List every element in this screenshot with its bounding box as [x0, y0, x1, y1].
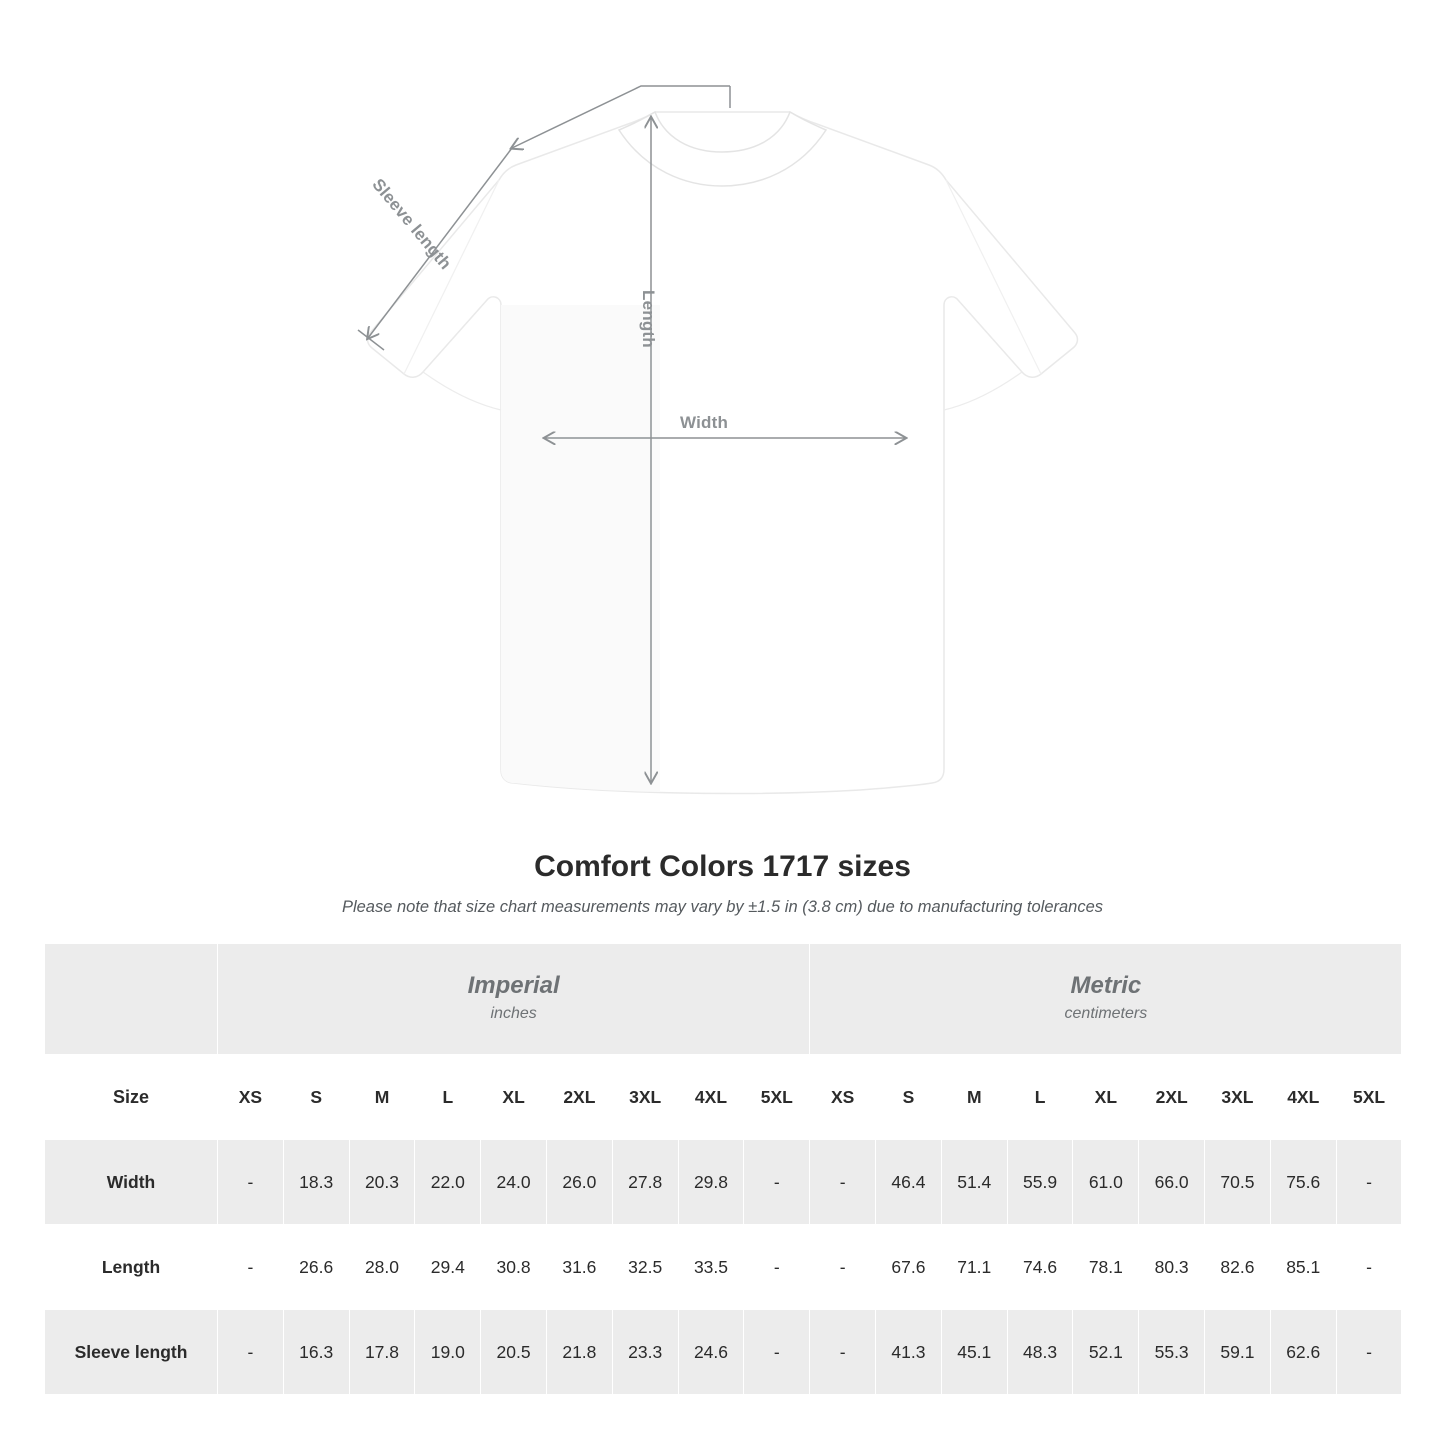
- cell-length-imperial-m: 28.0: [349, 1225, 415, 1310]
- cell-length-metric-m: 71.1: [941, 1225, 1007, 1310]
- cell-length-metric-xs: -: [810, 1225, 876, 1310]
- col-head-imperial-xl: XL: [481, 1055, 547, 1140]
- cell-length-metric-s: 67.6: [876, 1225, 942, 1310]
- cell-sleeve-imperial-4xl: 24.6: [678, 1310, 744, 1395]
- cell-width-metric-5xl: -: [1336, 1140, 1402, 1225]
- size-chart-table-wrap: [44, 943, 1401, 1395]
- cell-sleeve-imperial-xs: -: [218, 1310, 284, 1395]
- col-head-metric-3xl: 3XL: [1205, 1055, 1271, 1140]
- col-head-imperial-2xl: 2XL: [546, 1055, 612, 1140]
- table-row: [45, 1225, 1402, 1310]
- cell-width-imperial-4xl: 29.8: [678, 1140, 744, 1225]
- size-header-row: [45, 1055, 1402, 1140]
- cell-sleeve-imperial-l: 19.0: [415, 1310, 481, 1395]
- cell-sleeve-metric-s: 41.3: [876, 1310, 942, 1395]
- cell-length-imperial-5xl: -: [744, 1225, 810, 1310]
- cell-width-imperial-3xl: 27.8: [612, 1140, 678, 1225]
- cell-sleeve-metric-m: 45.1: [941, 1310, 1007, 1395]
- cell-length-imperial-4xl: 33.5: [678, 1225, 744, 1310]
- col-head-metric-xs: XS: [810, 1055, 876, 1140]
- row-label-width: Width: [45, 1140, 218, 1225]
- table-row: [45, 1310, 1402, 1395]
- metric-header: [810, 944, 1402, 1055]
- col-head-imperial-5xl: 5XL: [744, 1055, 810, 1140]
- width-label: Width: [680, 413, 729, 432]
- title-block: [0, 850, 1445, 917]
- metric-system-label: Metric: [1070, 972, 1142, 1000]
- cell-sleeve-imperial-5xl: -: [744, 1310, 810, 1395]
- col-head-metric-m: M: [941, 1055, 1007, 1140]
- cell-width-imperial-xl: 24.0: [481, 1140, 547, 1225]
- col-head-imperial-4xl: 4XL: [678, 1055, 744, 1140]
- page-title: Comfort Colors 1717 sizes: [534, 850, 911, 883]
- col-head-imperial-xs: XS: [218, 1055, 284, 1140]
- cell-sleeve-imperial-3xl: 23.3: [612, 1310, 678, 1395]
- col-head-metric-5xl: 5XL: [1336, 1055, 1402, 1140]
- col-head-imperial-l: L: [415, 1055, 481, 1140]
- cell-width-metric-2xl: 66.0: [1139, 1140, 1205, 1225]
- cell-sleeve-imperial-xl: 20.5: [481, 1310, 547, 1395]
- col-head-imperial-s: S: [283, 1055, 349, 1140]
- cell-sleeve-metric-xs: -: [810, 1310, 876, 1395]
- cell-length-metric-xl: 78.1: [1073, 1225, 1139, 1310]
- cell-length-metric-2xl: 80.3: [1139, 1225, 1205, 1310]
- cell-sleeve-metric-5xl: -: [1336, 1310, 1402, 1395]
- row-label-sleeve-length: Sleeve length: [45, 1310, 218, 1395]
- metric-unit-label: centimeters: [1064, 1005, 1148, 1023]
- table-row: [45, 1140, 1402, 1225]
- col-head-metric-s: S: [876, 1055, 942, 1140]
- cell-length-imperial-xl: 30.8: [481, 1225, 547, 1310]
- col-head-imperial-3xl: 3XL: [612, 1055, 678, 1140]
- cell-width-metric-l: 55.9: [1007, 1140, 1073, 1225]
- cell-width-imperial-l: 22.0: [415, 1140, 481, 1225]
- col-head-imperial-m: M: [349, 1055, 415, 1140]
- col-head-metric-4xl: 4XL: [1270, 1055, 1336, 1140]
- cell-width-metric-xl: 61.0: [1073, 1140, 1139, 1225]
- cell-length-metric-5xl: -: [1336, 1225, 1402, 1310]
- length-label: Length: [639, 290, 658, 348]
- cell-length-imperial-s: 26.6: [283, 1225, 349, 1310]
- cell-sleeve-imperial-2xl: 21.8: [546, 1310, 612, 1395]
- cell-length-imperial-2xl: 31.6: [546, 1225, 612, 1310]
- cell-length-metric-l: 74.6: [1007, 1225, 1073, 1310]
- cell-width-metric-4xl: 75.6: [1270, 1140, 1336, 1225]
- unit-header-spacer: [45, 944, 218, 1055]
- cell-length-metric-3xl: 82.6: [1205, 1225, 1271, 1310]
- cell-sleeve-metric-4xl: 62.6: [1270, 1310, 1336, 1395]
- col-head-metric-l: L: [1007, 1055, 1073, 1140]
- cell-length-metric-4xl: 85.1: [1270, 1225, 1336, 1310]
- imperial-unit-label: inches: [490, 1005, 537, 1023]
- cell-width-imperial-s: 18.3: [283, 1140, 349, 1225]
- cell-width-imperial-xs: -: [218, 1140, 284, 1225]
- cell-width-metric-m: 51.4: [941, 1140, 1007, 1225]
- cell-sleeve-imperial-m: 17.8: [349, 1310, 415, 1395]
- cell-sleeve-imperial-s: 16.3: [283, 1310, 349, 1395]
- cell-width-imperial-5xl: -: [744, 1140, 810, 1225]
- row-label-length: Length: [45, 1225, 218, 1310]
- cell-width-metric-xs: -: [810, 1140, 876, 1225]
- unit-header-row: [45, 944, 1402, 1055]
- cell-sleeve-metric-xl: 52.1: [1073, 1310, 1139, 1395]
- size-chart-table: [44, 943, 1402, 1395]
- cell-width-imperial-m: 20.3: [349, 1140, 415, 1225]
- cell-width-metric-s: 46.4: [876, 1140, 942, 1225]
- cell-width-imperial-2xl: 26.0: [546, 1140, 612, 1225]
- cell-width-metric-3xl: 70.5: [1205, 1140, 1271, 1225]
- cell-sleeve-metric-l: 48.3: [1007, 1310, 1073, 1395]
- imperial-header: [218, 944, 810, 1055]
- size-column-header: Size: [45, 1055, 218, 1140]
- tshirt-shape: [368, 112, 1078, 794]
- col-head-metric-2xl: 2XL: [1139, 1055, 1205, 1140]
- col-head-metric-xl: XL: [1073, 1055, 1139, 1140]
- imperial-system-label: Imperial: [467, 972, 560, 1000]
- cell-length-imperial-3xl: 32.5: [612, 1225, 678, 1310]
- sleeve-length-label: Sleeve length: [368, 175, 456, 274]
- cell-sleeve-metric-3xl: 59.1: [1205, 1310, 1271, 1395]
- cell-length-imperial-xs: -: [218, 1225, 284, 1310]
- cell-length-imperial-l: 29.4: [415, 1225, 481, 1310]
- tolerance-note: Please note that size chart measurements may vary by ±1.5 in (3.8 cm) due to manufacturing tolerances: [341, 898, 1104, 916]
- cell-sleeve-metric-2xl: 55.3: [1139, 1310, 1205, 1395]
